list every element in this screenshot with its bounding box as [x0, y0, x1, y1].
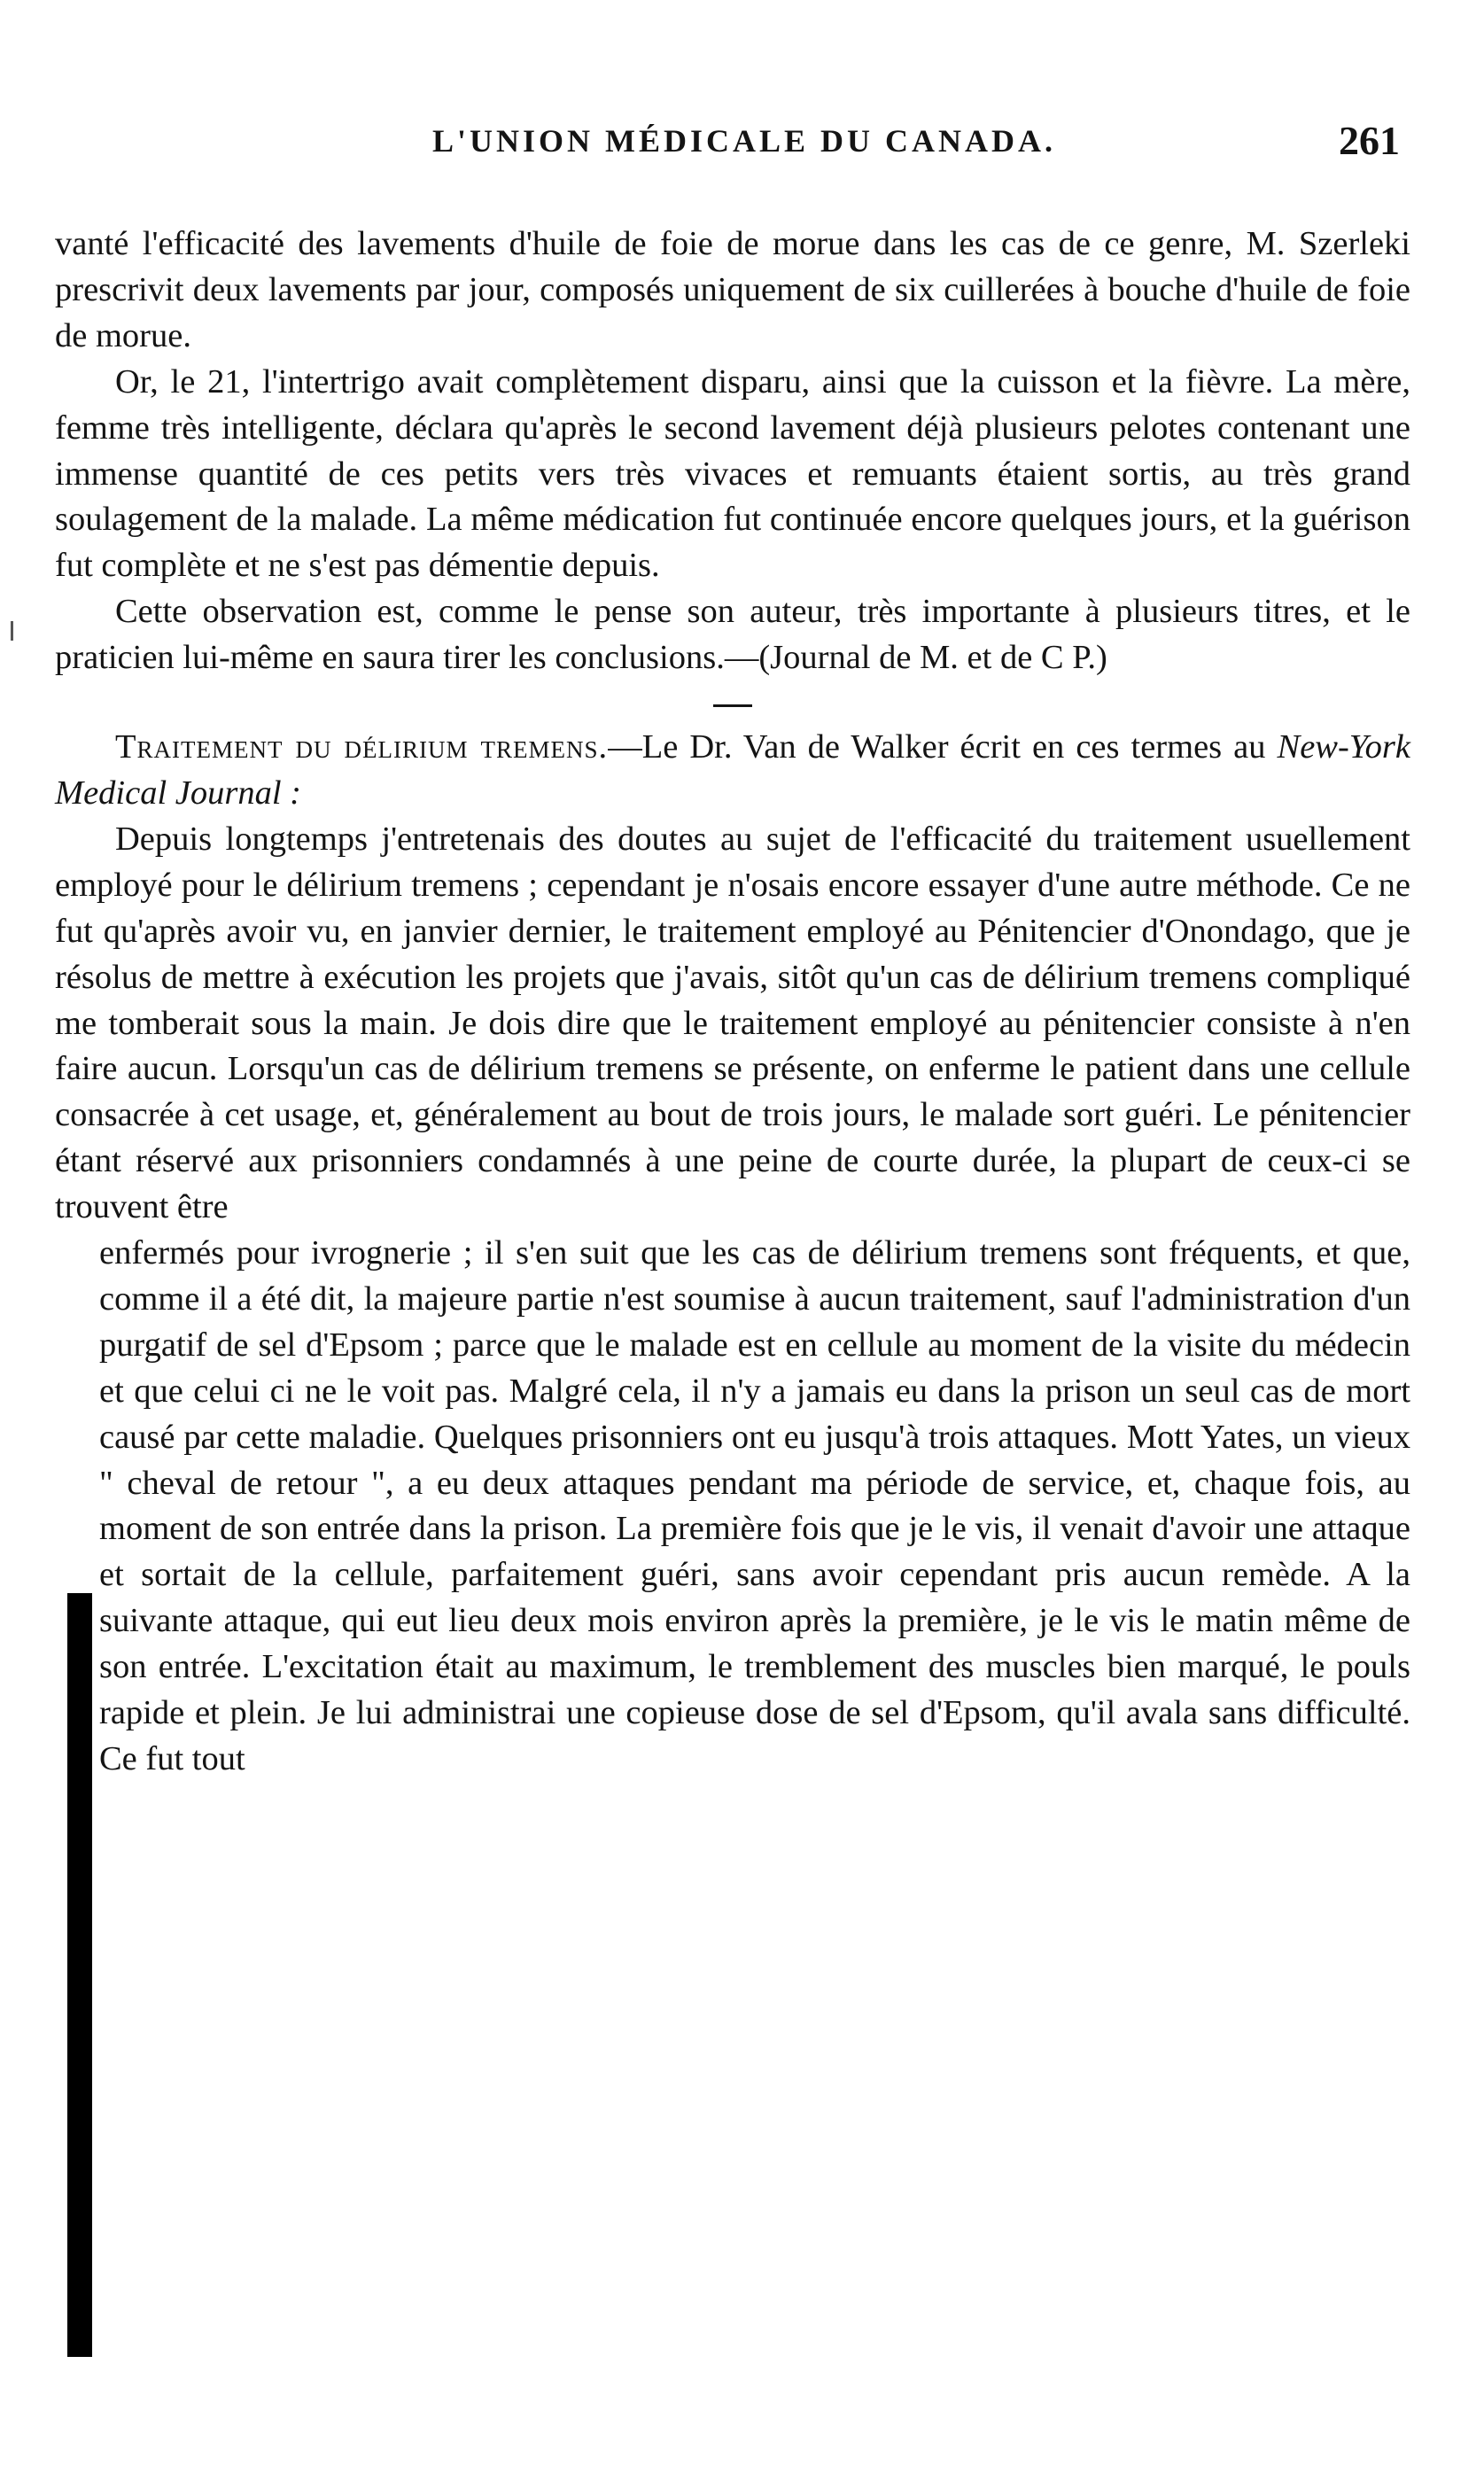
page-number: 261 — [1339, 118, 1400, 163]
running-head — [53, 118, 1435, 175]
margin-mark — [11, 621, 13, 641]
running-title: L'UNION MÉDICALE DU CANADA. — [431, 123, 1057, 159]
text-column — [55, 222, 1410, 1783]
section-heading: Traitement du délirium tremens. — [115, 728, 609, 766]
paragraph-conclusion: Cette observation est, comme le pense son auteur, très importante à plusieurs titres, et le praticien lui-même en saura tirer les conclusions.—(Journal de M. et de C P.) — [55, 593, 1410, 677]
margin-bar — [67, 1593, 92, 2357]
section-intro — [55, 725, 1410, 817]
paragraph-continuation: vanté l'efficacité des lavements d'huile de foie de morue dans les cas de ce genre, M. Szerleki prescrivit deux lavements par jour, composés uniquement de six cuillerées à bouche d'huile de foie de morue. — [55, 225, 1410, 354]
section-separator — [713, 704, 752, 707]
section-intro-text: —Le Dr. Van de Walker écrit en ces termes au — [608, 728, 1278, 766]
paragraph-treatment-part2: enfermés pour ivrognerie ; il s'en suit que les cas de délirium tremens sont fréquents, et que, comme il a été dit, la majeure partie n'est soumise à aucun traitement, sauf l'administration d'un purgatif de sel d'Epsom ; parce que le malade est en cellule au moment de la visite du médecin et que celui ci ne le voit pas. Malgré cela, il n'y a jamais eu dans la prison un seul cas de mort causé par cette maladie. Quelques prisonniers ont eu jusqu'à trois attaques. Mott Yates, un vieux " cheval de retour ", a eu deux attaques pendant ma période de service, et, chaque fois, au moment de son entrée dans la prison. La première fois que je le vis, il venait d'avoir une attaque et sortait de la cellule, parfaitement guéri, sans avoir cependant pris aucun remède. A la suivante attaque, qui eut lieu deux mois environ après la première, je le vis le matin même de son entrée. L'excitation était au maximum, le tremblement des muscles bien marqué, le pouls rapide et plein. Je lui administrai une copieuse dose de sel d'Epsom, qu'il avala sans difficulté. Ce fut tout — [99, 1234, 1410, 1777]
journal-name: New-York Medical Journal : — [55, 728, 1410, 812]
paragraph-case-outcome: Or, le 21, l'intertrigo avait complètement disparu, ainsi que la cuisson et la fièvre. La mère, femme très intelligente, déclara qu'après le second lavement déjà plusieurs pelotes contenant une immense quantité de ces petits vers très vivaces et remuants étaient sortis, au très grand soulagement de la malade. La même médication fut continuée encore quelques jours, et la guérison fut complète et ne s'est pas démentie depuis. — [55, 362, 1410, 585]
paragraph-treatment-part1: Depuis longtemps j'entretenais des doutes au sujet de l'efficacité du traitement usuellement employé pour le délirium tremens ; cependant je n'osais encore essayer d'une autre méthode. Ce ne fut qu'après avoir vu, en janvier dernier, le traitement employé au Pénitencier d'Onondago, que je résolus de mettre à exécution les projets que j'avais, sitôt qu'un cas de délirium tremens compliqué me tomberait sous la main. Je dois dire que le traitement employé au pénitencier consiste à n'en faire aucun. Lorsqu'un cas de délirium tremens se présente, on enferme le patient dans une cellule consacrée à cet usage, et, généralement au bout de trois jours, le malade sort guéri. Le pénitencier étant réservé aux prisonniers condamnés à une peine de courte durée, la plupart de ceux-ci se trouvent être — [55, 820, 1410, 1226]
